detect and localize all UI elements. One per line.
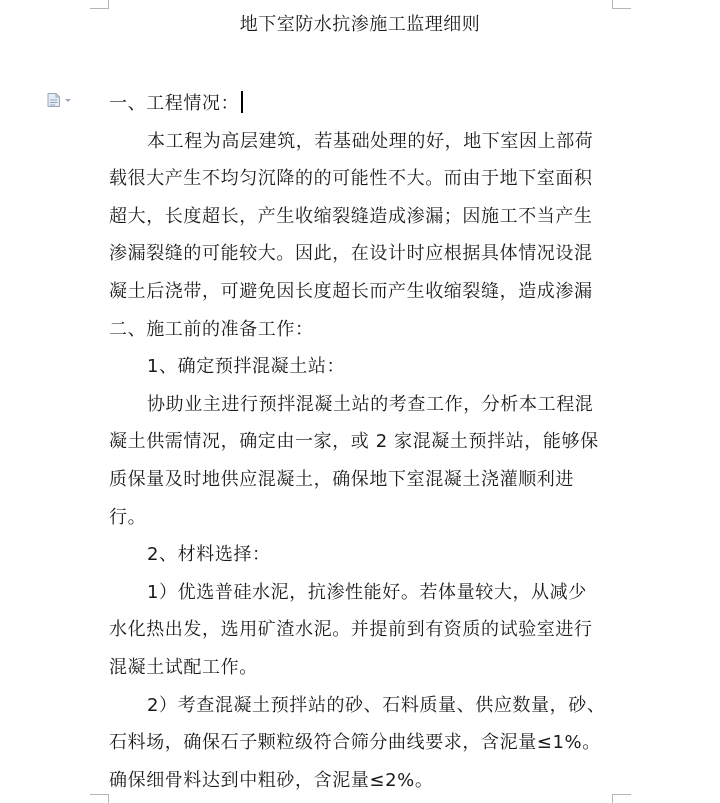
heading-project-overview: 一、工程情况： bbox=[109, 85, 609, 123]
text-line: 行。 bbox=[109, 506, 147, 528]
text-cursor bbox=[241, 91, 243, 113]
paragraph-handle[interactable] bbox=[47, 92, 75, 106]
crop-mark-top-right bbox=[612, 0, 631, 9]
text-line: 协助业主进行预拌混凝土站的考查工作，分析本工程混 bbox=[147, 393, 594, 415]
text-line: 超大，长度超长，产生收缩裂缝造成渗漏；因施工不当产生 bbox=[109, 205, 593, 227]
subheading-material-selection: 2、材料选择： bbox=[147, 544, 271, 566]
text-line: 凝土后浇带，可避免因长度超长而产生收缩裂缝，造成渗漏 bbox=[109, 280, 593, 302]
text-line: 确保细骨料达到中粗砂，含泥量≤2%。 bbox=[109, 769, 434, 791]
text-line: 本工程为高层建筑，若基础处理的好，地下室因上部荷 bbox=[147, 130, 594, 152]
text-line: 质保量及时地供应混凝土，确保地下室混凝土浇灌顺利进 bbox=[109, 468, 574, 490]
text-line: 渗漏裂缝的可能较大。因此，在设计时应根据具体情况设混 bbox=[109, 243, 593, 265]
document-title: 地下室防水抗渗施工监理细则 bbox=[239, 14, 481, 35]
document-icon bbox=[47, 93, 75, 107]
text-line: 2）考查混凝土预拌站的砂、石料质量、供应数量，砂、 bbox=[147, 694, 606, 716]
text-line: 水化热出发，选用矿渣水泥。并提前到有资质的试验室进行 bbox=[109, 619, 593, 641]
heading-preparation: 二、施工前的准备工作： bbox=[109, 318, 314, 340]
text-line: 石料场，确保石子颗粒级符合筛分曲线要求，含泥量≤1%。 bbox=[109, 732, 601, 754]
crop-mark-top-left bbox=[90, 0, 109, 9]
subheading-concrete-station: 1、确定预拌混凝土站： bbox=[147, 356, 346, 378]
text-line: 混凝土试配工作。 bbox=[109, 656, 258, 678]
text-line: 凝土供需情况，确定由一家，或 2 家混凝土预拌站，能够保 bbox=[109, 431, 599, 453]
text-line: 1）优选普硅水泥，抗渗性能好。若体量较大，从减少 bbox=[147, 581, 587, 603]
chevron-down-icon bbox=[65, 99, 71, 102]
text-line: 载很大产生不均匀沉降的的可能性不大。而由于地下室面积 bbox=[109, 168, 593, 190]
document-body[interactable] bbox=[109, 85, 609, 799]
